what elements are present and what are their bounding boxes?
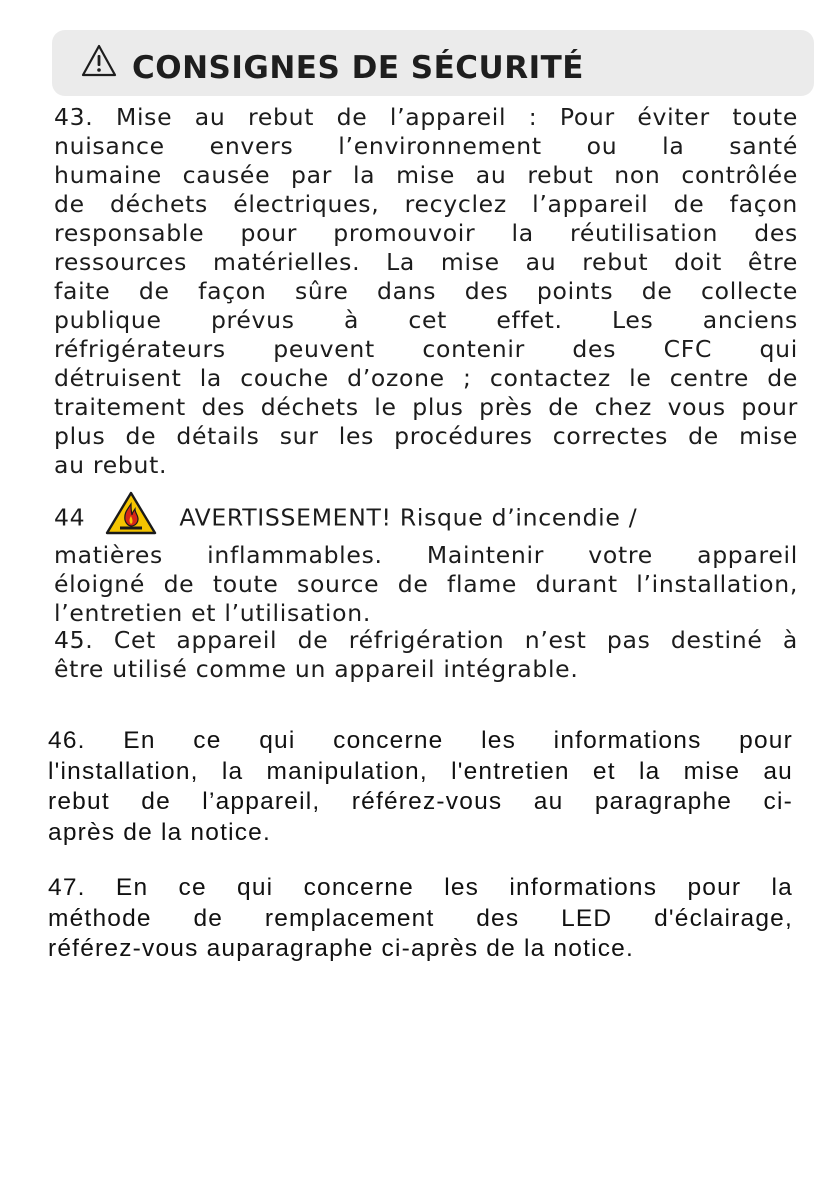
text-line: publique prévus à cet effet. Les anciens (54, 306, 798, 334)
text-line: être utilisé comme un appareil intégrable. (54, 655, 579, 683)
text-line: 47. En ce qui concerne les informations pour la (48, 874, 793, 901)
text-line: humaine causée par la mise au rebut non contrôlée (54, 161, 798, 189)
text-line (54, 497, 798, 541)
text-line: traitement des déchets le plus près de chez vous pour (54, 393, 798, 421)
text-line: 43. Mise au rebut de l’appareil : Pour éviter toute (54, 103, 798, 131)
text-line: 46. En ce qui concerne les informations pour (48, 727, 793, 754)
text-line: responsable pour promouvoir la réutilisation des (54, 219, 798, 247)
flammable-warning-icon (105, 491, 157, 535)
warning-heading: AVERTISSEMENT! Risque d’incendie / (179, 503, 638, 532)
text-line: l'installation, la manipulation, l'entretien et la mise au (48, 757, 793, 785)
text-line: l’entretien et l’utilisation. (54, 599, 371, 627)
page-title: CONSIGNES DE SÉCURITÉ (132, 50, 584, 86)
text-line: après de la notice. (48, 818, 272, 846)
text-line: au rebut. (54, 451, 168, 479)
item-45-paragraph (54, 626, 798, 684)
text-line: méthode de remplacement des LED d'éclairage, (48, 904, 793, 932)
item-number: 44 (54, 503, 86, 532)
item-46-paragraph (48, 726, 793, 848)
text-line: ressources matérielles. La mise au rebut doit être (54, 248, 798, 276)
item-43-paragraph (54, 103, 798, 480)
warning-triangle-icon (80, 43, 118, 79)
text-line: de déchets électriques, recyclez l’appareil de façon (54, 190, 798, 218)
text-line: référez-vous auparagraphe ci-après de la notice. (48, 935, 635, 962)
item-47-paragraph (48, 873, 793, 965)
text-line: 45. Cet appareil de réfrigération n’est pas destiné à (54, 626, 798, 654)
text-line: faite de façon sûre dans des points de collecte (54, 277, 798, 305)
text-line: rebut de l’appareil, référez-vous au paragraphe ci- (48, 788, 793, 815)
text-line: éloigné de toute source de flame durant l’installation, (54, 570, 798, 598)
text-line: nuisance envers l’environnement ou la santé (54, 132, 798, 160)
text-line: réfrigérateurs peuvent contenir des CFC qui (54, 335, 798, 363)
text-line: matières inflammables. Maintenir votre appareil (54, 541, 798, 569)
item-44-paragraph (54, 497, 798, 628)
text-line: plus de détails sur les procédures correctes de mise (54, 422, 798, 450)
text-line: détruisent la couche d’ozone ; contactez le centre de (54, 364, 798, 392)
